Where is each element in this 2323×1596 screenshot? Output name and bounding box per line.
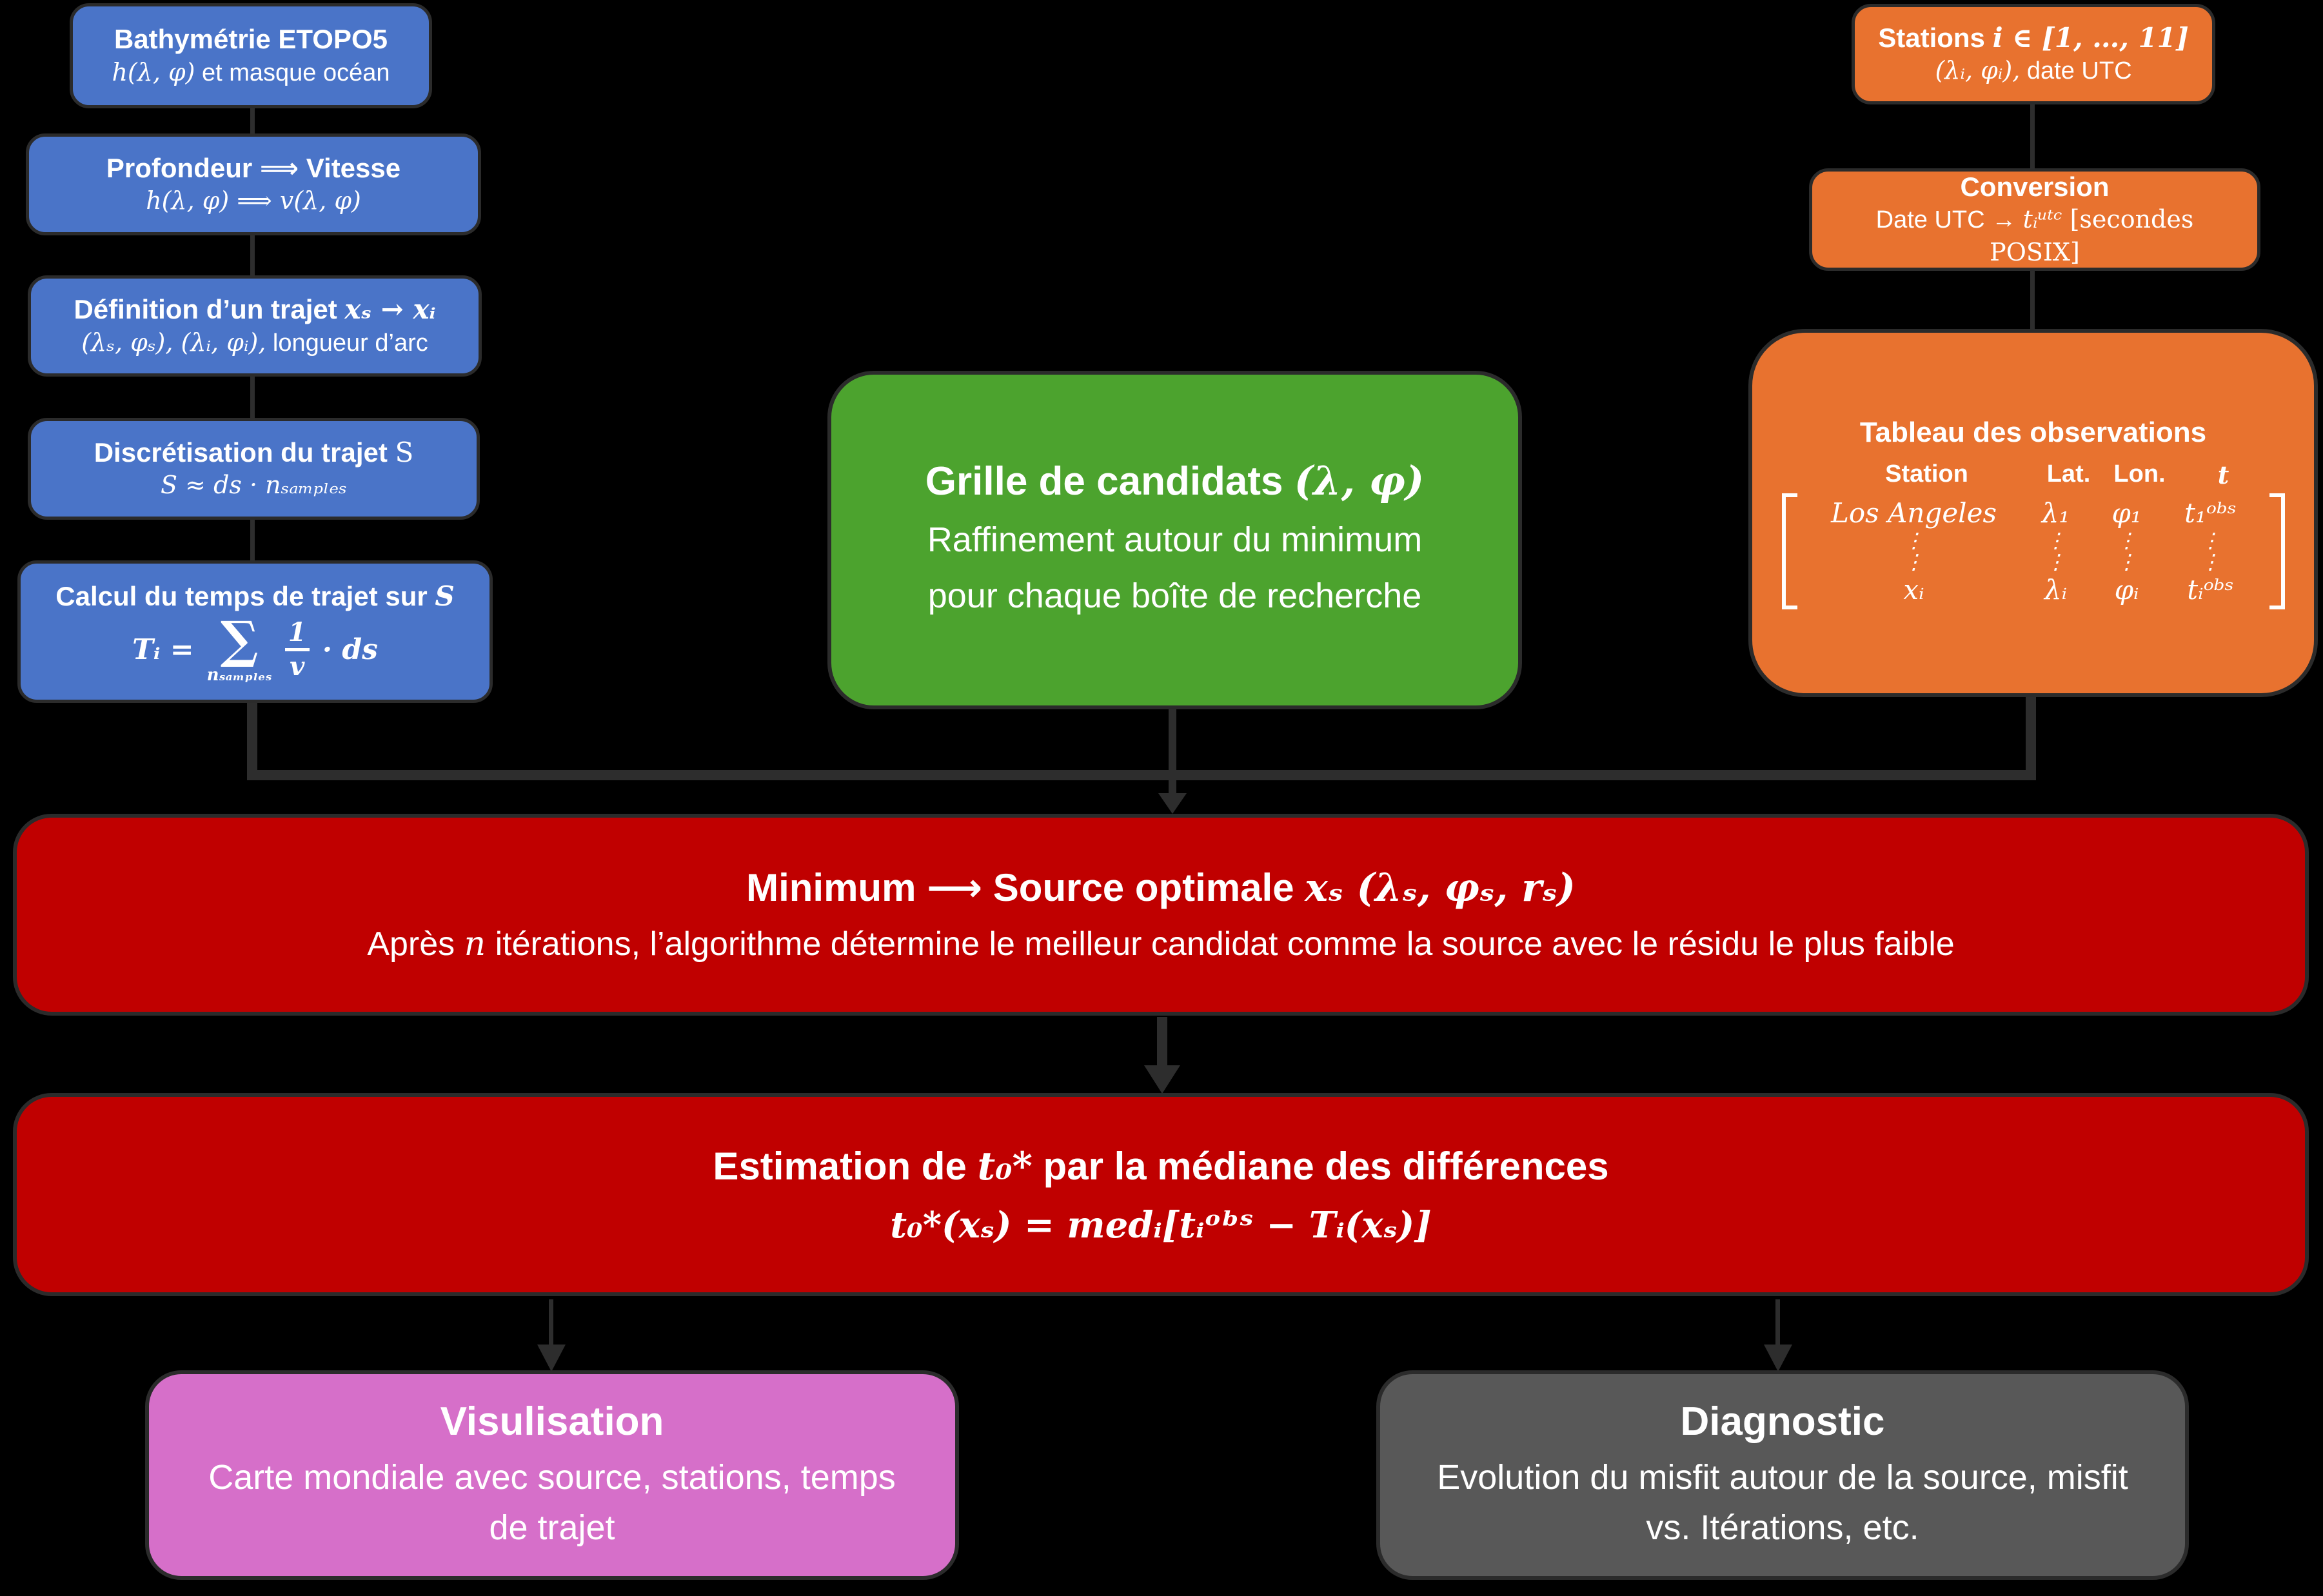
formula-rhs: · ds: [322, 633, 378, 667]
connector-blue-2-3: [250, 235, 255, 277]
connector-grid-to-minimum: [1169, 709, 1176, 794]
discretisation-trajet-box: [28, 418, 480, 520]
box-subtitle: S ≈ ds · nₛₐₘₚₗₑₛ: [161, 471, 347, 500]
header-lat: Lat.: [2046, 460, 2091, 488]
box-body: Evolution du misfit autour de la source, misfit vs. Itérations, etc.: [1437, 1457, 2128, 1548]
definition-trajet-box: [28, 275, 482, 377]
matrix-cell: ⋮: [2116, 549, 2137, 574]
connector-blue-4-5: [250, 520, 255, 562]
box-title: Estimation de t₀* par la médiane des différences: [713, 1144, 1609, 1190]
box-subtitle: (λᵢ, φᵢ), date UTC: [1935, 56, 2132, 85]
matrix-cell: ⋮: [2200, 549, 2221, 574]
arrowhead-grid-to-minimum: [1158, 793, 1187, 816]
observations-matrix: [1782, 493, 2285, 609]
box-subtitle: Date UTC → tᵢᵘᵗᶜ [secondes POSIX]: [1875, 205, 2194, 266]
box-title: Bathymétrie ETOPO5: [114, 24, 388, 55]
matrix-cell: ⋮: [2045, 549, 2066, 574]
box-title: Définition d’un trajet xₛ → xᵢ: [74, 293, 436, 326]
box-title: Tableau des observations: [1859, 417, 2207, 449]
matrix-cell: Los Angeles: [1830, 497, 1997, 529]
visualisation-box: [145, 1370, 959, 1580]
matrix-cell: ⋮: [1903, 528, 1924, 553]
grille-candidats-box: [827, 371, 1522, 709]
arrowhead-to-diagnostic: [1764, 1345, 1792, 1374]
stations-box: [1852, 4, 2215, 104]
box-body: Raffinement autour du minimum pour chaque boîte de recherche: [927, 520, 1423, 616]
box-body: Après n itérations, l’algorithme détermine le meilleur candidat comme la source avec le résidu le plus faible: [367, 925, 1955, 964]
box-subtitle: (λₛ, φₛ), (λᵢ, φᵢ), longueur d’arc: [81, 328, 428, 357]
right-bracket: [2269, 493, 2285, 609]
matrix-cell: ⋮: [1903, 549, 1924, 574]
connector-right-elbow: [2026, 697, 2036, 779]
connector-orange-1-2: [2030, 104, 2035, 170]
box-body: Carte mondiale avec source, stations, temps de trajet: [208, 1457, 896, 1548]
connector-orange-2-3: [2030, 271, 2035, 330]
minimum-source-optimale-box: [13, 814, 2309, 1016]
box-title: Stations i ∈ [1, …, 11]: [1878, 21, 2189, 54]
arrowhead-minimum-to-estimation: [1144, 1065, 1180, 1096]
sum-symbol: ∑ nₛₐₘₚₗₑₛ: [206, 610, 272, 685]
box-subtitle: h(λ, φ) ⟹ v(λ, φ): [146, 186, 361, 215]
formula-lhs: Tᵢ =: [132, 633, 194, 667]
arrow-to-visualisation: [549, 1299, 553, 1346]
box-title: Minimum ⟶ Source optimale xₛ (λₛ, φₛ, rₛ): [746, 865, 1576, 911]
matrix-cell: ⋮: [2045, 528, 2066, 553]
fraction-one-over-v: 1 v: [285, 619, 310, 680]
left-bracket: [1782, 493, 1797, 609]
matrix-cell: λᵢ: [2044, 573, 2068, 606]
matrix-cell: tᵢᵒᵇˢ: [2187, 573, 2234, 606]
box-title: Diagnostic: [1680, 1399, 1885, 1444]
matrix-cell: λ₁: [2041, 497, 2070, 529]
arrow-to-diagnostic: [1775, 1299, 1780, 1346]
estimation-t0-box: [13, 1093, 2309, 1296]
box-title: Grille de candidats (λ, φ): [925, 457, 1425, 505]
matrix-headers: [1821, 460, 2272, 489]
box-subtitle: h(λ, φ) et masque océan: [112, 57, 390, 86]
header-t: t: [2217, 460, 2229, 490]
connector-merge-bar: [247, 770, 2036, 780]
connector-blue-1-2: [250, 108, 255, 135]
conversion-box: [1809, 168, 2260, 271]
header-station: Station: [1885, 460, 1968, 488]
matrix-cell: φ₁: [2111, 497, 2142, 529]
arrow-minimum-to-estimation: [1157, 1017, 1167, 1067]
calcul-temps-trajet-box: [17, 560, 493, 703]
profondeur-vitesse-box: [26, 133, 481, 235]
box-title: Conversion: [1960, 171, 2110, 202]
diagnostic-box: [1376, 1370, 2189, 1580]
tableau-observations-box: [1748, 329, 2318, 697]
median-formula: t₀*(xₛ) = medᵢ[tᵢᵒᵇˢ − Tᵢ(xₛ)]: [890, 1204, 1432, 1247]
travel-time-formula: [132, 610, 378, 685]
box-title: Discrétisation du trajet S: [94, 436, 414, 468]
connector-left-elbow: [247, 703, 257, 779]
connector-blue-3-4: [250, 377, 255, 420]
box-title: Profondeur ⟹ Vitesse: [106, 152, 401, 183]
matrix-cell: t₁ᵒᵇˢ: [2184, 497, 2237, 529]
matrix-cell: xᵢ: [1903, 573, 1924, 606]
matrix-grid: [1808, 493, 2259, 609]
matrix-cell: ⋮: [2116, 528, 2137, 553]
arrowhead-to-visualisation: [537, 1345, 566, 1374]
bathymetrie-box: [70, 3, 432, 108]
header-lon: Lon.: [2113, 460, 2166, 488]
matrix-cell: φᵢ: [2114, 573, 2139, 606]
box-title: Calcul du temps de trajet sur S: [55, 580, 455, 613]
matrix-cell: ⋮: [2200, 528, 2221, 553]
box-title: Visulisation: [440, 1399, 664, 1444]
